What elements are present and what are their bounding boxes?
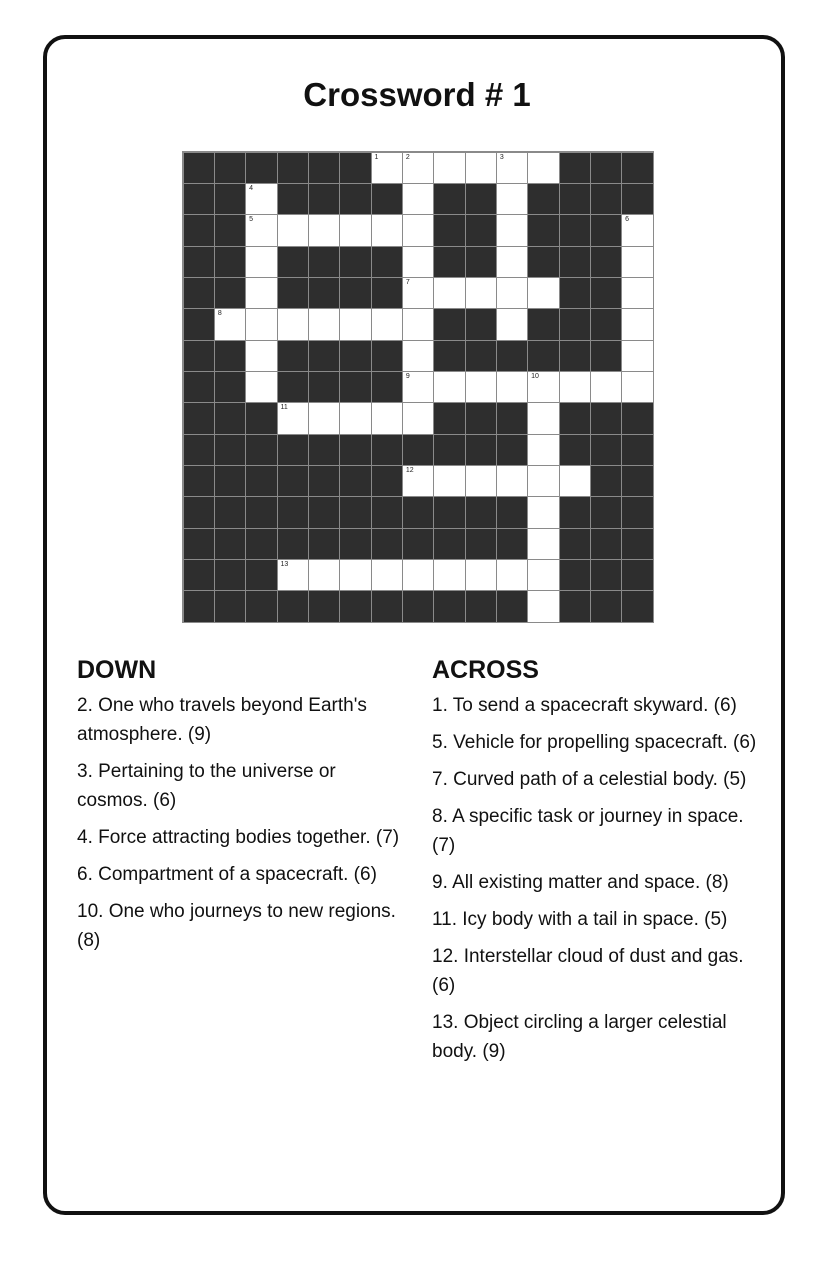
grid-cell-blocked xyxy=(590,434,622,466)
grid-cell-blocked xyxy=(590,528,622,560)
grid-cell-blocked xyxy=(496,340,528,372)
grid-cell-blocked xyxy=(339,496,371,528)
grid-cell-blocked xyxy=(214,496,246,528)
grid-cell-open[interactable] xyxy=(433,152,465,184)
grid-cell-open[interactable] xyxy=(308,214,340,246)
grid-cell-open[interactable] xyxy=(527,528,559,560)
grid-cell-blocked xyxy=(527,308,559,340)
grid-cell-blocked xyxy=(183,246,215,278)
grid-cell-open[interactable] xyxy=(621,340,653,372)
down-clue: 4. Force attracting bodies together. (7) xyxy=(77,827,400,848)
grid-cell-blocked xyxy=(496,434,528,466)
grid-cell-blocked xyxy=(214,465,246,497)
grid-cell-blocked xyxy=(183,590,215,622)
grid-cell-blocked xyxy=(371,528,403,560)
grid-cell-open[interactable] xyxy=(621,214,653,246)
grid-cell-blocked xyxy=(308,340,340,372)
grid-cell-blocked xyxy=(339,434,371,466)
grid-cell-open[interactable] xyxy=(527,496,559,528)
grid-cell-blocked xyxy=(433,308,465,340)
grid-cell-open[interactable] xyxy=(527,559,559,591)
grid-cell-blocked xyxy=(214,371,246,403)
grid-cell-blocked xyxy=(371,434,403,466)
grid-cell-blocked xyxy=(433,183,465,215)
clue-number: 12 xyxy=(405,466,414,474)
grid-cell-open[interactable] xyxy=(465,371,497,403)
grid-cell-blocked xyxy=(559,277,591,309)
grid-cell-open[interactable] xyxy=(245,246,277,278)
grid-cell-open[interactable] xyxy=(308,559,340,591)
grid-cell-blocked xyxy=(339,183,371,215)
grid-cell-blocked xyxy=(214,402,246,434)
grid-cell-blocked xyxy=(465,214,497,246)
grid-cell-blocked xyxy=(559,434,591,466)
grid-cell-blocked xyxy=(183,402,215,434)
grid-cell-blocked xyxy=(339,590,371,622)
grid-cell-blocked xyxy=(371,340,403,372)
grid-cell-open[interactable] xyxy=(621,308,653,340)
down-clue: 10. One who journeys to new regions. (8) xyxy=(77,901,396,951)
grid-cell-blocked xyxy=(559,496,591,528)
grid-cell-blocked xyxy=(308,371,340,403)
across-clue: 13. Object circling a larger celestial body. (9) xyxy=(432,1012,727,1062)
grid-cell-blocked xyxy=(277,340,309,372)
grid-cell-blocked xyxy=(277,528,309,560)
grid-cell-blocked xyxy=(308,246,340,278)
grid-cell-open[interactable] xyxy=(496,308,528,340)
grid-cell-blocked xyxy=(214,214,246,246)
grid-cell-blocked xyxy=(433,434,465,466)
puzzle-title: Crossword # 1 xyxy=(303,76,531,113)
grid-cell-open[interactable] xyxy=(496,371,528,403)
grid-cell-blocked xyxy=(590,277,622,309)
grid-cell-open[interactable] xyxy=(496,277,528,309)
grid-cell-blocked xyxy=(308,152,340,184)
grid-cell-blocked xyxy=(183,183,215,215)
grid-cell-open[interactable] xyxy=(339,214,371,246)
grid-cell-blocked xyxy=(277,465,309,497)
grid-cell-blocked xyxy=(371,371,403,403)
grid-cell-blocked xyxy=(277,246,309,278)
grid-cell-blocked xyxy=(371,590,403,622)
grid-cell-blocked xyxy=(339,528,371,560)
grid-cell-open[interactable] xyxy=(621,277,653,309)
grid-cell-blocked xyxy=(371,277,403,309)
grid-cell-blocked xyxy=(465,246,497,278)
grid-cell-blocked xyxy=(559,308,591,340)
grid-cell-blocked xyxy=(402,496,434,528)
grid-cell-blocked xyxy=(621,434,653,466)
across-clue: 9. All existing matter and space. (8) xyxy=(432,872,729,893)
grid-cell-blocked xyxy=(339,340,371,372)
grid-cell-open[interactable] xyxy=(527,152,559,184)
grid-cell-open[interactable] xyxy=(527,590,559,622)
grid-cell-open[interactable] xyxy=(527,277,559,309)
grid-cell-blocked xyxy=(559,246,591,278)
grid-cell-open[interactable] xyxy=(621,371,653,403)
grid-cell-blocked xyxy=(277,152,309,184)
grid-cell-blocked xyxy=(277,371,309,403)
grid-cell-blocked xyxy=(245,434,277,466)
grid-cell-blocked xyxy=(433,402,465,434)
grid-cell-blocked xyxy=(183,496,215,528)
grid-cell-open[interactable] xyxy=(527,465,559,497)
grid-cell-blocked xyxy=(590,214,622,246)
grid-cell-open[interactable] xyxy=(496,465,528,497)
grid-cell-blocked xyxy=(245,465,277,497)
grid-cell-open[interactable] xyxy=(277,214,309,246)
clue-number: 3 xyxy=(499,153,504,161)
grid-cell-open[interactable] xyxy=(559,465,591,497)
grid-cell-blocked xyxy=(183,277,215,309)
grid-cell-blocked xyxy=(339,246,371,278)
grid-cell-blocked xyxy=(214,528,246,560)
grid-cell-blocked xyxy=(465,528,497,560)
grid-cell-blocked xyxy=(621,496,653,528)
clue-number: 6 xyxy=(625,216,630,224)
grid-cell-blocked xyxy=(214,277,246,309)
grid-cell-blocked xyxy=(308,183,340,215)
clue-number: 10 xyxy=(531,372,539,380)
grid-cell-blocked xyxy=(621,528,653,560)
grid-cell-open[interactable] xyxy=(465,152,497,184)
across-clue: 5. Vehicle for propelling spacecraft. (6) xyxy=(432,732,757,753)
across-clue: 11. Icy body with a tail in space. (5) xyxy=(432,909,728,930)
grid-cell-blocked xyxy=(245,402,277,434)
grid-cell-blocked xyxy=(465,340,497,372)
down-clue: 2. One who travels beyond Earth's atmosphere. (9) xyxy=(77,695,367,745)
grid-cell-open[interactable] xyxy=(496,183,528,215)
clue-number: 5 xyxy=(249,216,254,224)
grid-cell-blocked xyxy=(559,402,591,434)
grid-cell-open[interactable] xyxy=(402,183,434,215)
grid-cell-blocked xyxy=(245,590,277,622)
grid-cell-open[interactable] xyxy=(339,402,371,434)
grid-cell-blocked xyxy=(621,590,653,622)
grid-cell-open[interactable] xyxy=(590,371,622,403)
grid-cell-open[interactable] xyxy=(371,308,403,340)
across-clue: 8. A specific task or journey in space. (7) xyxy=(432,806,744,856)
grid-cell-blocked xyxy=(433,214,465,246)
grid-cell-open[interactable] xyxy=(371,152,403,184)
grid-cell-open[interactable] xyxy=(277,402,309,434)
grid-cell-open[interactable] xyxy=(371,214,403,246)
grid-cell-open[interactable] xyxy=(527,434,559,466)
grid-cell-blocked xyxy=(402,434,434,466)
grid-cell-blocked xyxy=(183,308,215,340)
grid-cell-open[interactable] xyxy=(214,308,246,340)
grid-cell-blocked xyxy=(371,496,403,528)
grid-cell-blocked xyxy=(496,402,528,434)
grid-cell-open[interactable] xyxy=(402,152,434,184)
grid-cell-open[interactable] xyxy=(465,465,497,497)
grid-cell-blocked xyxy=(308,496,340,528)
grid-cell-blocked xyxy=(245,559,277,591)
grid-cell-blocked xyxy=(339,152,371,184)
across-heading: ACROSS xyxy=(432,656,539,684)
grid-cell-blocked xyxy=(621,152,653,184)
grid-cell-blocked xyxy=(433,340,465,372)
grid-cell-open[interactable] xyxy=(433,465,465,497)
across-clue: 12. Interstellar cloud of dust and gas. (6) xyxy=(432,946,744,996)
grid-cell-blocked xyxy=(465,496,497,528)
grid-cell-blocked xyxy=(308,277,340,309)
grid-cell-blocked xyxy=(559,152,591,184)
grid-cell-blocked xyxy=(590,183,622,215)
grid-cell-blocked xyxy=(277,434,309,466)
clue-number: 8 xyxy=(217,310,222,318)
grid-cell-blocked xyxy=(590,559,622,591)
grid-cell-blocked xyxy=(245,496,277,528)
grid-cell-open[interactable] xyxy=(465,277,497,309)
grid-cell-blocked xyxy=(245,152,277,184)
grid-cell-blocked xyxy=(527,183,559,215)
grid-cell-open[interactable] xyxy=(245,277,277,309)
grid-cell-blocked xyxy=(339,371,371,403)
grid-cell-open[interactable] xyxy=(402,277,434,309)
grid-cell-blocked xyxy=(245,528,277,560)
clue-number: 1 xyxy=(374,153,379,161)
grid-cell-blocked xyxy=(214,246,246,278)
grid-cell-blocked xyxy=(339,465,371,497)
grid-cell-blocked xyxy=(371,183,403,215)
grid-cell-open[interactable] xyxy=(527,371,559,403)
grid-cell-blocked xyxy=(621,465,653,497)
grid-cell-open[interactable] xyxy=(339,308,371,340)
grid-cell-blocked xyxy=(465,434,497,466)
grid-cell-blocked xyxy=(277,590,309,622)
grid-cell-blocked xyxy=(527,246,559,278)
across-clues xyxy=(432,655,762,1074)
grid-cell-blocked xyxy=(465,402,497,434)
grid-cell-open[interactable] xyxy=(402,308,434,340)
grid-cell-blocked xyxy=(339,277,371,309)
grid-cell-blocked xyxy=(590,246,622,278)
grid-cell-blocked xyxy=(214,152,246,184)
grid-cell-open[interactable] xyxy=(245,183,277,215)
grid-cell-blocked xyxy=(214,559,246,591)
grid-cell-open[interactable] xyxy=(245,214,277,246)
grid-cell-blocked xyxy=(183,340,215,372)
grid-cell-open[interactable] xyxy=(496,214,528,246)
grid-cell-open[interactable] xyxy=(433,371,465,403)
grid-cell-open[interactable] xyxy=(245,308,277,340)
grid-cell-blocked xyxy=(559,214,591,246)
grid-cell-blocked xyxy=(621,402,653,434)
grid-cell-blocked xyxy=(621,559,653,591)
grid-cell-blocked xyxy=(496,590,528,622)
grid-cell-open[interactable] xyxy=(371,402,403,434)
grid-cell-blocked xyxy=(590,402,622,434)
grid-cell-open[interactable] xyxy=(371,559,403,591)
grid-cell-blocked xyxy=(559,590,591,622)
grid-cell-blocked xyxy=(214,183,246,215)
grid-cell-open[interactable] xyxy=(402,559,434,591)
grid-cell-open[interactable] xyxy=(308,308,340,340)
grid-cell-blocked xyxy=(590,496,622,528)
grid-cell-blocked xyxy=(433,496,465,528)
clue-number: 13 xyxy=(280,560,289,568)
grid-cell-blocked xyxy=(559,559,591,591)
grid-cell-blocked xyxy=(590,152,622,184)
grid-cell-blocked xyxy=(183,434,215,466)
grid-cell-open[interactable] xyxy=(402,214,434,246)
grid-cell-blocked xyxy=(559,528,591,560)
grid-cell-open[interactable] xyxy=(245,340,277,372)
grid-cell-open[interactable] xyxy=(402,371,434,403)
grid-cell-open[interactable] xyxy=(402,402,434,434)
grid-cell-blocked xyxy=(183,152,215,184)
grid-cell-open[interactable] xyxy=(559,371,591,403)
grid-cell-blocked xyxy=(402,528,434,560)
grid-cell-open[interactable] xyxy=(402,465,434,497)
grid-cell-blocked xyxy=(277,496,309,528)
grid-cell-blocked xyxy=(590,590,622,622)
down-heading: DOWN xyxy=(77,656,157,684)
grid-cell-blocked xyxy=(465,590,497,622)
grid-cell-open[interactable] xyxy=(245,371,277,403)
grid-cell-blocked xyxy=(371,246,403,278)
grid-cell-blocked xyxy=(371,465,403,497)
grid-cell-open[interactable] xyxy=(402,340,434,372)
grid-cell-blocked xyxy=(433,590,465,622)
crossword-grid xyxy=(182,151,654,623)
grid-cell-blocked xyxy=(402,590,434,622)
across-clue: 1. To send a spacecraft skyward. (6) xyxy=(432,695,737,716)
clue-number: 9 xyxy=(405,372,410,380)
grid-cell-blocked xyxy=(183,559,215,591)
grid-cell-blocked xyxy=(590,308,622,340)
grid-cell-blocked xyxy=(183,371,215,403)
grid-cell-blocked xyxy=(465,308,497,340)
grid-cell-open[interactable] xyxy=(339,559,371,591)
grid-cell-blocked xyxy=(496,528,528,560)
grid-cell-open[interactable] xyxy=(402,246,434,278)
grid-cell-blocked xyxy=(183,528,215,560)
grid-cell-blocked xyxy=(214,434,246,466)
grid-cell-blocked xyxy=(433,246,465,278)
grid-cell-blocked xyxy=(465,183,497,215)
grid-cell-open[interactable] xyxy=(433,277,465,309)
grid-cell-open[interactable] xyxy=(465,559,497,591)
down-clue: 3. Pertaining to the universe or cosmos. (6) xyxy=(77,761,336,811)
clue-number: 7 xyxy=(405,278,410,286)
grid-cell-blocked xyxy=(496,496,528,528)
grid-cell-blocked xyxy=(621,183,653,215)
grid-cell-open[interactable] xyxy=(496,152,528,184)
grid-cell-blocked xyxy=(183,465,215,497)
grid-cell-open[interactable] xyxy=(496,246,528,278)
down-clue: 6. Compartment of a spacecraft. (6) xyxy=(77,864,377,885)
grid-cell-open[interactable] xyxy=(496,559,528,591)
grid-cell-blocked xyxy=(590,340,622,372)
grid-cell-blocked xyxy=(277,277,309,309)
grid-cell-blocked xyxy=(308,434,340,466)
grid-cell-blocked xyxy=(559,183,591,215)
grid-cell-blocked xyxy=(308,528,340,560)
grid-cell-blocked xyxy=(214,590,246,622)
grid-cell-open[interactable] xyxy=(308,402,340,434)
grid-cell-open[interactable] xyxy=(433,559,465,591)
grid-cell-blocked xyxy=(277,183,309,215)
grid-cell-blocked xyxy=(559,340,591,372)
grid-cell-blocked xyxy=(183,214,215,246)
grid-cell-blocked xyxy=(308,465,340,497)
grid-cell-open[interactable] xyxy=(277,559,309,591)
grid-cell-blocked xyxy=(308,590,340,622)
clue-number: 11 xyxy=(280,404,288,412)
grid-cell-open[interactable] xyxy=(277,308,309,340)
grid-cell-open[interactable] xyxy=(621,246,653,278)
grid-cell-blocked xyxy=(527,214,559,246)
grid-cell-blocked xyxy=(433,528,465,560)
down-clues xyxy=(77,655,407,963)
clue-number: 2 xyxy=(405,153,410,161)
clue-number: 4 xyxy=(249,184,254,192)
grid-cell-blocked xyxy=(214,340,246,372)
grid-cell-blocked xyxy=(527,340,559,372)
grid-cell-open[interactable] xyxy=(527,402,559,434)
across-clue: 7. Curved path of a celestial body. (5) xyxy=(432,769,747,790)
grid-cell-blocked xyxy=(590,465,622,497)
